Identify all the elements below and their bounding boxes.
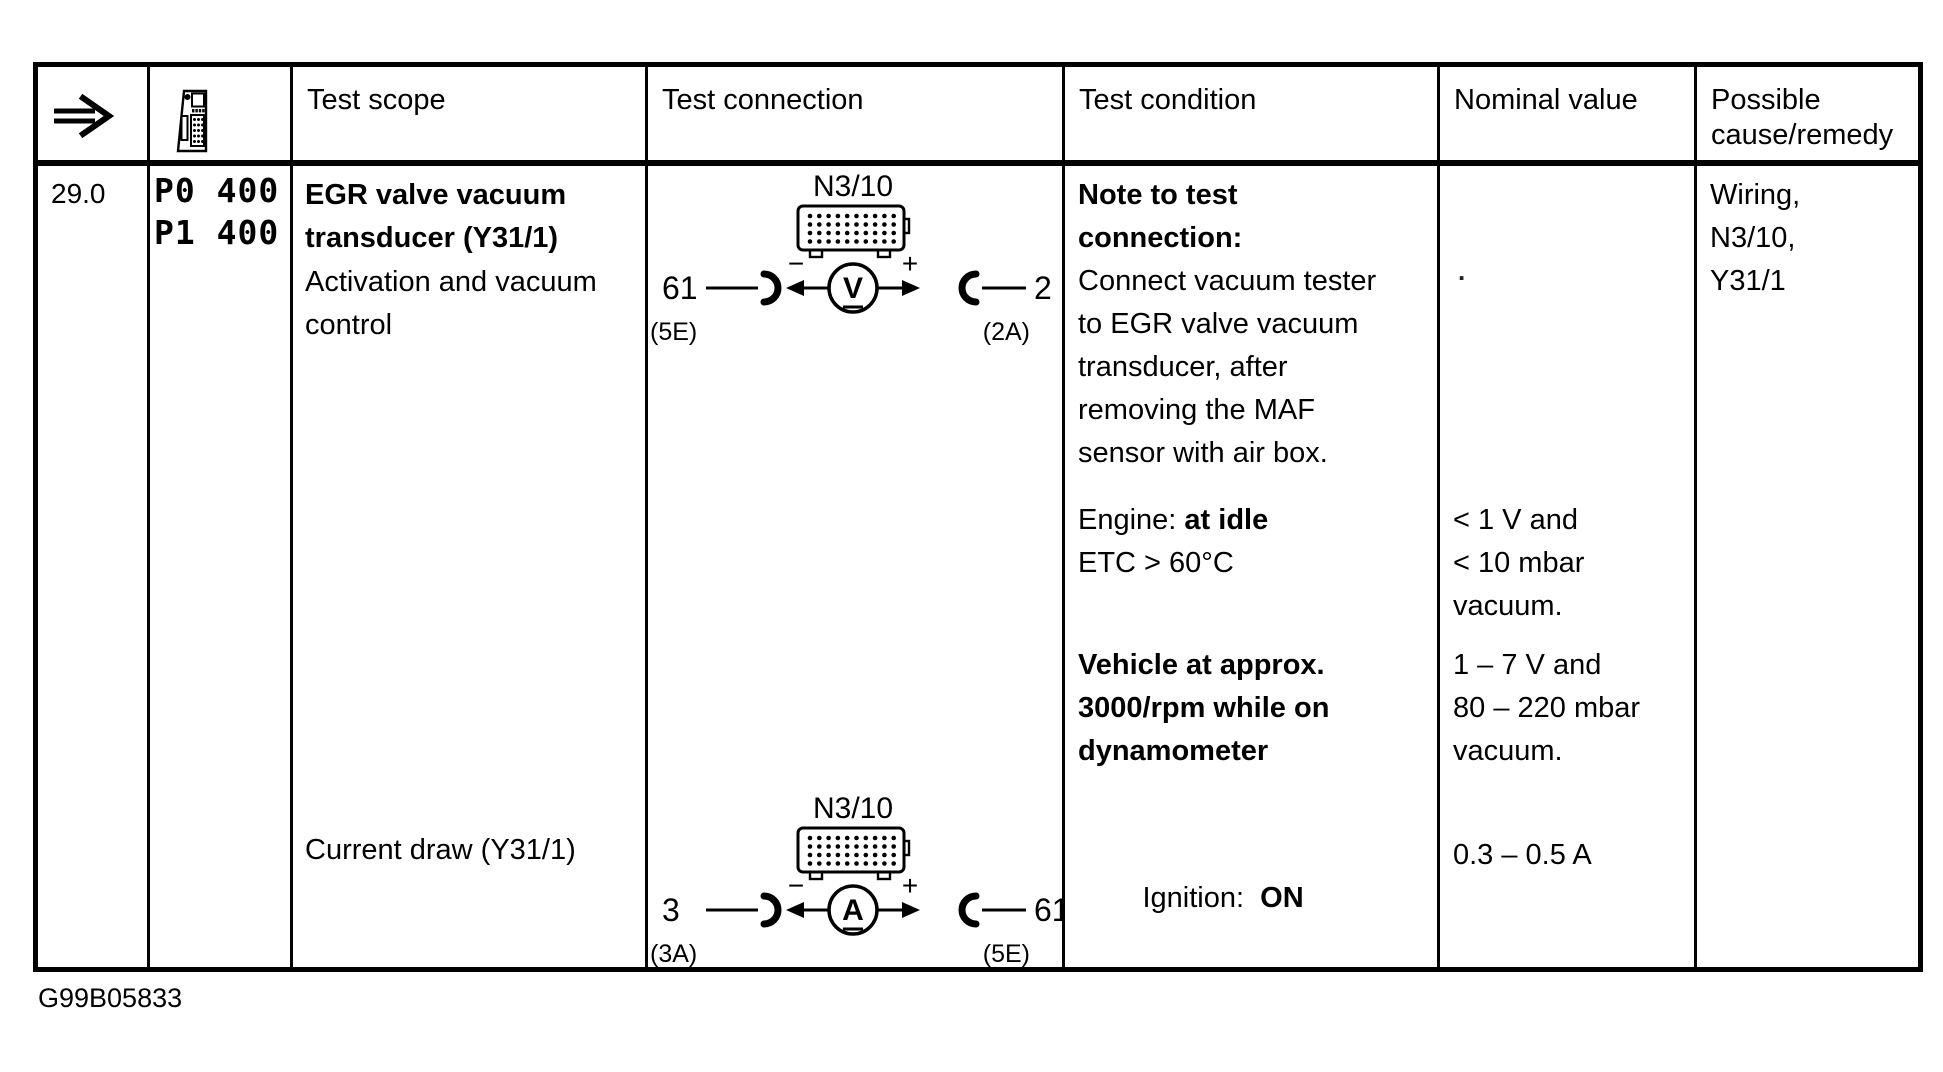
header-cell-test-scope [293, 67, 648, 166]
hand-held-tester-icon [174, 89, 210, 155]
right-arrowhead-icon [902, 902, 920, 918]
cell-possible-cause [1697, 166, 1918, 967]
right-pin-number: 2 [1034, 270, 1052, 306]
condition-note-line: to EGR valve vacuum [1078, 308, 1359, 340]
meter-letter: A [842, 894, 864, 927]
cell-test-condition [1065, 166, 1440, 967]
control-module-icon [798, 206, 909, 257]
left-socket-label: (5E) [650, 318, 698, 346]
module-label: N3/10 [812, 170, 894, 203]
left-arrowhead-icon [786, 902, 804, 918]
scope-second-test: Current draw (Y31/1) [305, 834, 576, 866]
meter-minus-sign: − [787, 870, 805, 901]
right-socket-icon [962, 896, 976, 924]
connection-diagram-voltmeter [648, 166, 1065, 346]
left-socket-icon [764, 274, 778, 302]
left-socket-label: (3A) [650, 940, 698, 968]
dtc-code-p1400: P1 400 [154, 213, 280, 252]
left-pin-number: 61 [662, 270, 698, 306]
cell-step-number [38, 166, 150, 967]
header-cell-test-condition [1065, 67, 1440, 166]
condition-vehicle-line1: Vehicle at approx. [1078, 649, 1325, 681]
cell-test-connection [648, 166, 1070, 968]
cell-dtc-codes [150, 166, 293, 967]
condition-note-line: sensor with air box. [1078, 437, 1328, 469]
meter-plus-sign: + [901, 248, 919, 279]
column-title-test-connection: Test connection [662, 84, 864, 116]
condition-ignition-line: Ignition: ON [1142, 882, 1304, 914]
condition-engine-line: Engine: at idle [1078, 504, 1269, 536]
cause-item: Wiring, [1710, 179, 1801, 211]
column-title-test-scope: Test scope [307, 84, 446, 116]
header-cell-arrow [38, 67, 150, 166]
diagnostic-test-table [33, 62, 1923, 972]
meter-minus-sign: − [787, 248, 805, 279]
double-arrow-icon [50, 93, 114, 139]
header-cell-nominal-value [1440, 67, 1697, 166]
condition-note-line: Connect vacuum tester [1078, 265, 1377, 297]
header-cell-possible-cause [1697, 67, 1918, 166]
control-module-icon [798, 828, 909, 879]
left-socket-icon [764, 896, 778, 924]
condition-note-line: removing the MAF [1078, 394, 1315, 426]
condition-vehicle-line2: 3000/rpm while on [1078, 692, 1330, 724]
scope-sub-line2: control [305, 309, 393, 341]
cause-item: N3/10, [1710, 222, 1796, 254]
condition-note-title-line2: connection: [1078, 222, 1243, 254]
header-cell-test-connection [648, 67, 1065, 166]
scope-title-line1: EGR valve vacuum [305, 179, 567, 211]
step-number: 29.0 [51, 178, 106, 209]
condition-vehicle-line3: dynamometer [1078, 735, 1269, 767]
condition-note-title-line1: Note to test [1078, 179, 1238, 211]
scope-sub-line1: Activation and vacuum [305, 266, 597, 298]
nominal-dyno-line1: 1 – 7 V and [1453, 649, 1602, 681]
left-arrowhead-icon [786, 280, 804, 296]
cell-nominal-value [1440, 166, 1697, 967]
nominal-current-value: 0.3 – 0.5 A [1453, 839, 1592, 871]
scope-title-line2: transducer (Y31/1) [305, 222, 559, 254]
right-socket-icon [962, 274, 976, 302]
column-title-possible-cause: Possible cause/remedy [1711, 84, 1894, 151]
connection-diagram-ammeter [648, 788, 1070, 968]
stray-scan-mark: . [1458, 256, 1466, 286]
nominal-idle-line2: < 10 mbar [1453, 547, 1585, 579]
left-pin-number: 3 [662, 892, 680, 928]
right-pin-number: 61 [1034, 892, 1070, 928]
meter-letter: V [842, 272, 864, 305]
nominal-dyno-line2: 80 – 220 mbar [1453, 692, 1641, 724]
nominal-idle-line3: vacuum. [1453, 590, 1563, 622]
nominal-dyno-line3: vacuum. [1453, 735, 1563, 767]
module-label: N3/10 [812, 792, 894, 825]
cell-test-scope [293, 166, 648, 967]
cause-item: Y31/1 [1710, 265, 1786, 297]
column-title-nominal-value: Nominal value [1454, 84, 1638, 116]
right-arrowhead-icon [902, 280, 920, 296]
right-socket-label: (2A) [982, 318, 1030, 346]
column-title-test-condition: Test condition [1079, 84, 1257, 116]
condition-etc-line: ETC > 60°C [1078, 547, 1234, 579]
meter-plus-sign: + [901, 870, 919, 901]
right-socket-label: (5E) [982, 940, 1030, 968]
figure-reference-code: G99B05833 [38, 983, 183, 1013]
dtc-code-p0400: P0 400 [154, 171, 280, 210]
nominal-idle-line1: < 1 V and [1453, 504, 1578, 536]
condition-note-line: transducer, after [1078, 351, 1288, 383]
header-cell-device [150, 67, 293, 166]
